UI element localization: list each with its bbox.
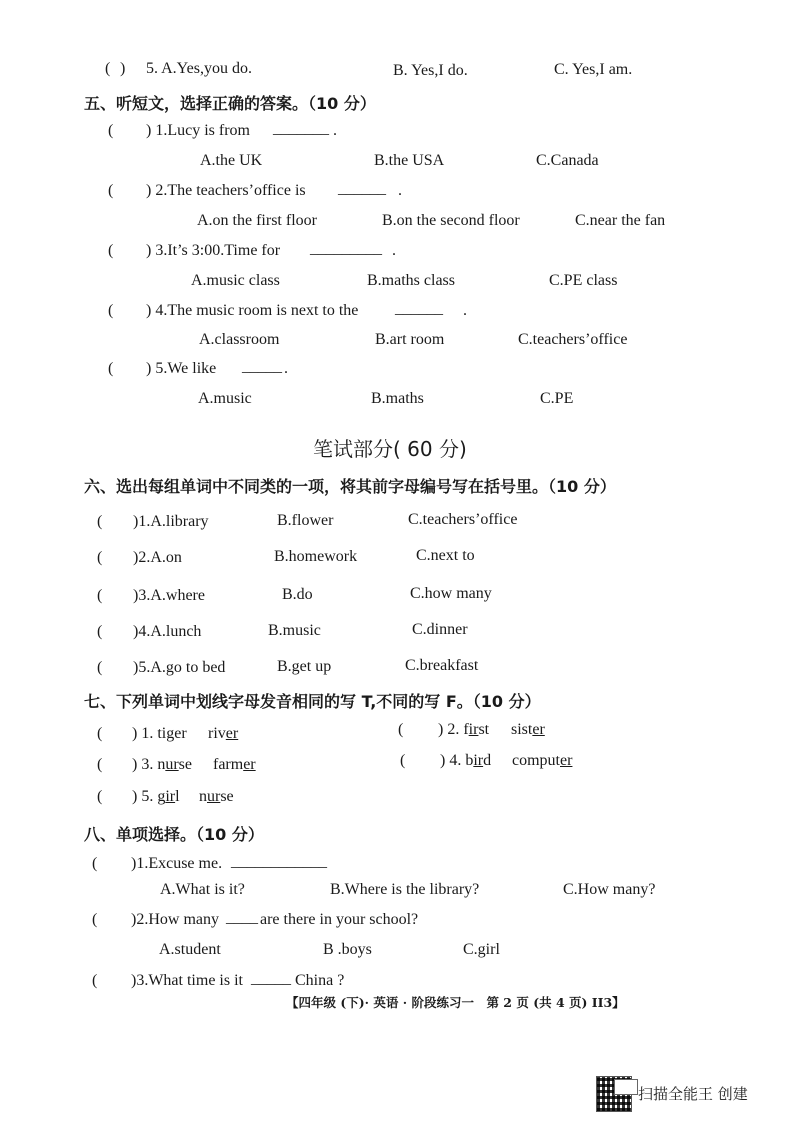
option-c: C.Canada bbox=[536, 152, 599, 169]
question-stem: )3.What time is it bbox=[131, 972, 243, 989]
answer-paren[interactable]: ( bbox=[97, 756, 103, 773]
option-a: )5.A.go to bed bbox=[133, 659, 226, 676]
answer-paren[interactable]: ( bbox=[108, 302, 114, 319]
answer-paren[interactable]: ( bbox=[108, 122, 114, 139]
option-b: B.get up bbox=[277, 658, 332, 675]
word-1-end: se bbox=[178, 756, 192, 773]
word-1-underlined: ir bbox=[473, 752, 484, 769]
word-2 bbox=[511, 721, 545, 739]
option-c: C.teachers’office bbox=[408, 511, 518, 528]
answer-paren[interactable]: ( bbox=[97, 623, 103, 640]
answer-paren[interactable]: ( bbox=[398, 721, 404, 738]
question-stem: ) 1.Lucy is from bbox=[146, 122, 250, 139]
watermark-text: 扫描全能王 创建 bbox=[638, 1085, 748, 1103]
word-1 bbox=[463, 721, 489, 738]
question-end: . bbox=[463, 302, 467, 319]
section-6-heading: 六、选出每组单词中不同类的一项，将其前字母编号写在括号里。（10 分） bbox=[84, 477, 616, 496]
option-c: C.next to bbox=[416, 547, 475, 564]
option-b: B.art room bbox=[375, 331, 445, 348]
option-b: B .boys bbox=[323, 941, 372, 958]
word-pair bbox=[440, 752, 491, 770]
option-c: C.How many? bbox=[563, 881, 656, 898]
option-a: A.music bbox=[198, 390, 252, 407]
answer-blank: _____ bbox=[242, 358, 282, 375]
word-1-start: f bbox=[463, 721, 469, 738]
answer-paren[interactable]: ( bbox=[92, 911, 98, 928]
option-a: A.student bbox=[159, 941, 221, 958]
option-c: C.girl bbox=[463, 941, 500, 958]
question-stem: )1.Excuse me. bbox=[131, 855, 223, 872]
section-8-heading: 八、单项选择。（10 分） bbox=[84, 825, 264, 844]
option-c: C.PE bbox=[540, 390, 574, 407]
answer-paren[interactable]: ( bbox=[108, 182, 114, 199]
word-2-start: comput bbox=[512, 752, 560, 769]
answer-paren-close: ) bbox=[120, 60, 126, 77]
scanner-logo-icon bbox=[614, 1079, 638, 1095]
word-1 bbox=[157, 725, 186, 742]
option-a: A.What is it? bbox=[160, 881, 245, 898]
question-stem-end: are there in your school? bbox=[260, 911, 419, 928]
option-b: B.do bbox=[282, 586, 313, 603]
word-1-underlined: ir bbox=[468, 721, 479, 738]
question-end: . bbox=[392, 242, 396, 259]
answer-blank: ______ bbox=[338, 180, 386, 197]
question-stem: ) 4.The music room is next to the bbox=[146, 302, 359, 319]
answer-paren[interactable]: ( bbox=[97, 587, 103, 604]
word-1-end: d bbox=[483, 752, 492, 769]
option-a: A.on the first floor bbox=[197, 212, 317, 229]
word-1-end: er bbox=[174, 725, 187, 742]
answer-blank: _____ bbox=[251, 970, 291, 987]
answer-paren[interactable]: ( bbox=[400, 752, 406, 769]
word-2 bbox=[512, 752, 572, 770]
word-2 bbox=[208, 725, 238, 743]
option-c: C.teachers’office bbox=[518, 331, 628, 348]
answer-paren[interactable]: ( bbox=[108, 360, 114, 377]
page-footer: 【四年级 (下)· 英语 · 阶段练习一 第 2 页 (共 4 页) II3】 bbox=[286, 995, 625, 1010]
answer-blank: ____________ bbox=[231, 853, 327, 870]
word-pair bbox=[132, 725, 187, 743]
word-pair bbox=[132, 788, 180, 806]
option-b: B.Where is the library? bbox=[330, 881, 480, 898]
word-1-start: ti bbox=[157, 725, 167, 742]
option-a: )2.A.on bbox=[133, 549, 182, 566]
option-b: B.maths bbox=[371, 390, 424, 407]
word-2-start: riv bbox=[208, 725, 226, 742]
word-1-end: l bbox=[175, 788, 180, 805]
option-c: C.dinner bbox=[412, 621, 468, 638]
option-a: A.music class bbox=[191, 272, 280, 289]
answer-paren[interactable]: ( bbox=[108, 242, 114, 259]
word-2 bbox=[213, 756, 256, 774]
option-c: C.how many bbox=[410, 585, 492, 602]
word-2 bbox=[199, 788, 234, 806]
word-2-underlined: er bbox=[243, 756, 256, 773]
item-number: ) 4. bbox=[440, 752, 466, 769]
word-1 bbox=[157, 756, 192, 773]
option-b: B.flower bbox=[277, 512, 334, 529]
word-2-underlined: er bbox=[532, 721, 545, 738]
answer-blank: _______ bbox=[273, 120, 329, 137]
word-1-underlined: g bbox=[166, 725, 175, 742]
word-2-start: farm bbox=[213, 756, 244, 773]
question-end: . bbox=[333, 122, 337, 139]
option-b: B. Yes,I do. bbox=[393, 62, 468, 79]
option-a: )1.A.library bbox=[133, 513, 209, 530]
section-7-heading: 七、下列单词中划线字母发音相同的写 T,不同的写 F。（10 分） bbox=[84, 692, 541, 711]
option-c: C.PE class bbox=[549, 272, 618, 289]
item-number: ) 5. bbox=[132, 788, 158, 805]
word-1-start: n bbox=[157, 756, 166, 773]
option-b: B.maths class bbox=[367, 272, 455, 289]
word-1 bbox=[157, 788, 179, 805]
answer-paren[interactable]: ( bbox=[97, 513, 103, 530]
answer-blank: ____ bbox=[226, 909, 258, 926]
item-number: ) 2. bbox=[438, 721, 464, 738]
word-1-underlined: ir bbox=[165, 788, 176, 805]
answer-paren[interactable]: ( bbox=[97, 725, 103, 742]
option-a: )4.A.lunch bbox=[133, 623, 202, 640]
item-number: ) 3. bbox=[132, 756, 158, 773]
answer-paren[interactable]: ( bbox=[97, 659, 103, 676]
question-stem: )2.How many bbox=[131, 911, 219, 928]
word-2-underlined: ur bbox=[207, 788, 221, 805]
answer-paren[interactable]: ( bbox=[97, 549, 103, 566]
answer-blank: _________ bbox=[310, 240, 382, 257]
question-stem: ) 3.It’s 3:00.Time for bbox=[146, 242, 281, 259]
option-c: C.breakfast bbox=[405, 657, 479, 674]
answer-paren[interactable]: ( bbox=[92, 972, 98, 989]
option-c: C. Yes,I am. bbox=[554, 61, 633, 78]
written-part-title: 笔试部分( 60 分) bbox=[313, 437, 467, 461]
word-1-start: b bbox=[465, 752, 474, 769]
word-2-underlined: er bbox=[560, 752, 573, 769]
word-1 bbox=[465, 752, 491, 769]
question-stem-end: China ? bbox=[295, 972, 345, 989]
word-2-start: n bbox=[199, 788, 207, 805]
option-b: B.on the second floor bbox=[382, 212, 520, 229]
answer-paren[interactable]: ( bbox=[105, 60, 111, 77]
question-4-5: 5. A.Yes,you do. bbox=[146, 60, 252, 77]
option-a: A.the UK bbox=[200, 152, 263, 169]
word-1-start: g bbox=[157, 788, 166, 805]
answer-blank: ______ bbox=[395, 300, 443, 317]
question-end: . bbox=[284, 360, 288, 377]
item-number: ) 1. bbox=[132, 725, 158, 742]
question-end: . bbox=[398, 182, 402, 199]
option-b: B.music bbox=[268, 622, 321, 639]
option-a: )3.A.where bbox=[133, 587, 205, 604]
word-pair bbox=[438, 721, 489, 739]
section-5-heading: 五、听短文，选择正确的答案。（10 分） bbox=[84, 94, 376, 113]
option-b: B.the USA bbox=[374, 152, 445, 169]
word-1-end: st bbox=[478, 721, 490, 738]
question-stem: ) 2.The teachers’office is bbox=[146, 182, 306, 199]
question-stem: ) 5.We like bbox=[146, 360, 217, 377]
option-a: A.classroom bbox=[199, 331, 280, 348]
word-2-start: sist bbox=[511, 721, 533, 738]
answer-paren[interactable]: ( bbox=[92, 855, 98, 872]
word-2-underlined: er bbox=[225, 725, 239, 742]
option-b: B.homework bbox=[274, 548, 358, 565]
answer-paren[interactable]: ( bbox=[97, 788, 103, 805]
word-pair bbox=[132, 756, 192, 774]
word-2-end: se bbox=[220, 788, 234, 805]
option-c: C.near the fan bbox=[575, 212, 666, 229]
word-1-underlined: ur bbox=[165, 756, 179, 773]
